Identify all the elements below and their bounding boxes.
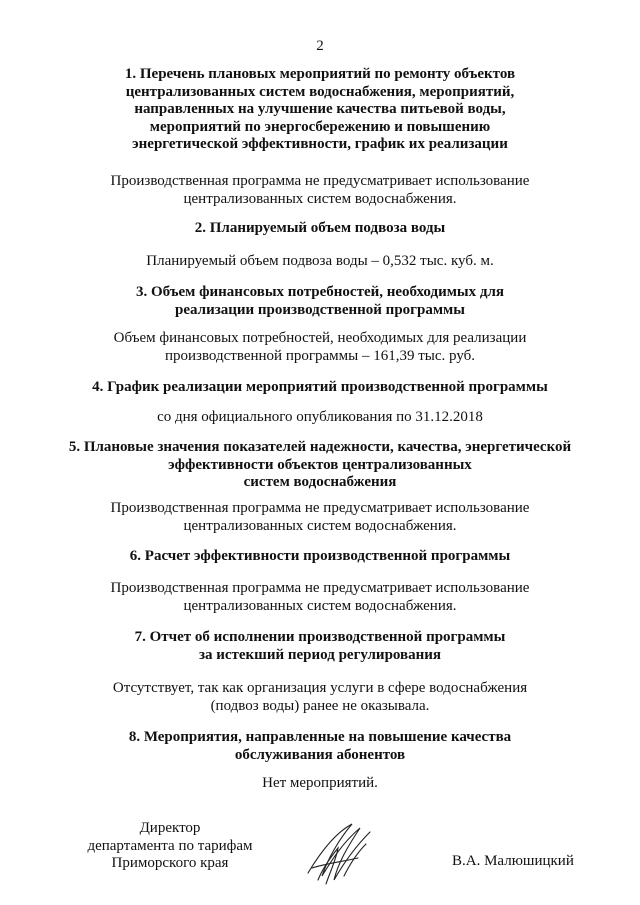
heading-line: централизованных систем водоснабжения, мероприятий,	[125, 83, 515, 100]
section-3-text	[40, 330, 600, 365]
text-line: Нет мероприятий.	[262, 775, 378, 791]
text-line: централизованных систем водоснабжения.	[183, 517, 457, 534]
text-line: производственной программы – 161,39 тыс. руб.	[164, 347, 476, 364]
handwritten-signature	[300, 818, 380, 888]
section-1-text	[40, 173, 600, 208]
page-number: 2	[316, 38, 324, 54]
section-7-heading	[40, 629, 600, 664]
signatory-title	[60, 820, 280, 873]
text-line: со дня официального опубликования по 31.12.2018	[157, 409, 483, 425]
section-2-text	[40, 253, 600, 271]
heading-line: 5. Плановые значения показателей надежности, качества, энергетической	[68, 439, 572, 455]
section-1-heading	[40, 66, 600, 154]
heading-line: направленных на улучшение качества питьевой воды,	[134, 101, 506, 117]
text-line: Планируемый объем подвоза воды – 0,532 тыс. куб. м.	[146, 253, 494, 269]
heading-line: 1. Перечень плановых мероприятий по ремонту объектов	[124, 66, 516, 82]
heading-line: систем водоснабжения	[243, 474, 397, 490]
text-line: Производственная программа не предусматривает использование	[110, 580, 530, 596]
heading-line: 7. Отчет об исполнении производственной программы	[134, 629, 506, 645]
text-line: Отсутствует, так как организация услуги в сфере водоснабжения	[112, 680, 528, 696]
section-8-heading	[40, 729, 600, 764]
section-8-text	[40, 775, 600, 793]
text-line: централизованных систем водоснабжения.	[183, 190, 457, 207]
signatory-name: В.А. Малюшицкий	[452, 853, 574, 869]
section-2-heading	[40, 220, 600, 238]
heading-line: 4. График реализации мероприятий производственной программы	[92, 379, 548, 395]
heading-line: 8. Мероприятия, направленные на повышение качества	[128, 729, 512, 745]
heading-line: мероприятий по энергосбережению и повышению	[149, 118, 491, 135]
section-6-text	[40, 580, 600, 615]
section-3-heading	[40, 284, 600, 319]
signatory-title-line: Директор	[139, 820, 201, 836]
heading-line: за истекший период регулирования	[198, 646, 442, 663]
signatory-title-line: Приморского края	[111, 855, 229, 871]
text-line: (подвоз воды) ранее не оказывала.	[210, 697, 430, 714]
section-5-heading	[10, 439, 630, 492]
heading-line: реализации производственной программы	[175, 301, 465, 318]
heading-line: 2. Планируемый объем подвоза воды	[194, 220, 446, 236]
heading-line: обслуживания абонентов	[234, 746, 406, 763]
section-6-heading	[40, 548, 600, 566]
text-line: централизованных систем водоснабжения.	[183, 597, 457, 614]
signatory-title-line: департамента по тарифам	[87, 837, 253, 854]
heading-line: 3. Объем финансовых потребностей, необходимых для	[135, 284, 505, 300]
text-line: Объем финансовых потребностей, необходимых для реализации	[113, 330, 527, 346]
section-5-text	[40, 500, 600, 535]
section-4-text	[40, 409, 600, 427]
section-4-heading	[40, 379, 600, 397]
heading-line: эффективности объектов централизованных	[168, 456, 472, 473]
text-line: Производственная программа не предусматривает использование	[110, 500, 530, 516]
heading-line: энергетической эффективности, график их реализации	[132, 136, 508, 152]
heading-line: 6. Расчет эффективности производственной программы	[129, 548, 511, 564]
text-line: Производственная программа не предусматривает использование	[110, 173, 530, 189]
section-7-text	[40, 680, 600, 715]
